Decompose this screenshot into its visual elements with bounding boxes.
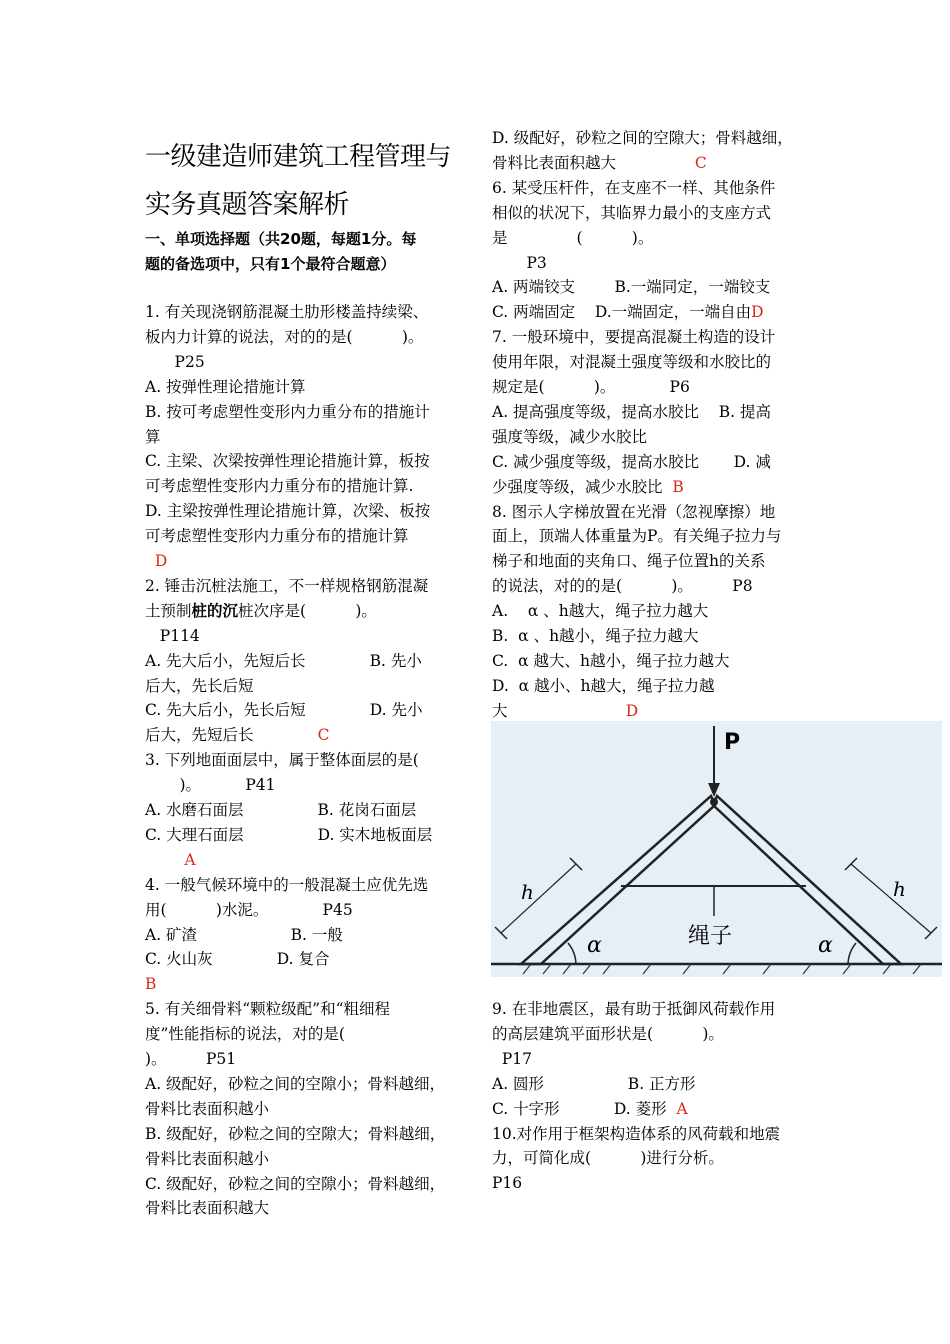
- text-line: [145, 476, 413, 496]
- text-line: [145, 1149, 269, 1169]
- section-heading-line-1: 一、单项选择题（共20题，每题1分。每: [145, 230, 417, 248]
- line-text: 8. 图示人字梯放置在光滑（忽视摩擦）地: [492, 502, 776, 521]
- text-line: [492, 1049, 532, 1069]
- line-text: A. 圆形 B. 正方形: [492, 1074, 696, 1093]
- text-line: [492, 551, 765, 571]
- text-line: [492, 128, 793, 148]
- line-text: C. 先大后小，先长后短 D. 先小: [145, 701, 423, 720]
- answer-mark: A: [676, 1099, 688, 1118]
- text-line: [145, 775, 276, 795]
- label-rope: 绳子: [688, 924, 733, 949]
- line-text: 后大，先长后短: [145, 676, 254, 695]
- line-text: A. 提高强度等级，提高水胶比 B. 提高: [492, 402, 772, 421]
- section-heading-line-2: 题的备选项中，只有1个最符合题意）: [145, 255, 396, 273]
- line-text: P3: [492, 253, 547, 272]
- line-text: 6. 某受压杆件，在支座不一样、其他条件: [492, 178, 776, 197]
- line-text: A. 水磨石面层 B. 花岗石面层: [145, 801, 417, 819]
- line-text: 面上，顶端人体重量为P。有关绳子拉力与: [492, 527, 782, 546]
- line-text: 可考虑塑性变形内力重分布的措施计算.: [145, 477, 414, 496]
- text-line: [492, 377, 690, 397]
- text-line: [492, 178, 775, 198]
- text-line: [145, 626, 200, 646]
- line-text: P17: [492, 1049, 533, 1068]
- text-line: [145, 700, 422, 720]
- line-text: 3. 下列地面面层中，属于整体面层的是(: [145, 751, 419, 770]
- text-line: [492, 999, 775, 1019]
- line-text: C. 主梁、次梁按弹性理论措施计算，板按: [145, 452, 430, 471]
- line-text: )。 P51: [145, 1050, 237, 1068]
- text-line: [145, 601, 377, 621]
- label-h-left: h: [521, 880, 534, 904]
- line-text: 规定是( )。 P6: [492, 378, 690, 396]
- text-line: [145, 651, 422, 671]
- line-text: A. 两端铰支 B.一端同定，一端铰支: [492, 278, 771, 297]
- label-P: P: [724, 730, 741, 755]
- text-line: [145, 875, 428, 895]
- text-line: [145, 750, 419, 770]
- line-text: C. 火山灰 D. 复合: [145, 950, 330, 969]
- text-line: [492, 302, 764, 322]
- line-text: 的说法，对的的是( )。 P8: [492, 577, 753, 596]
- answer-mark: B: [145, 975, 157, 994]
- line-text: 骨料比表面积越小: [145, 1149, 270, 1168]
- ladder-figure: [491, 721, 942, 977]
- text-line: [145, 576, 428, 596]
- line-text: 10.对作用于框架构造体系的风荷载和地震: [492, 1124, 781, 1143]
- line-text: 度”性能指标的说法，对的是(: [145, 1025, 345, 1044]
- text-line: [145, 949, 329, 969]
- line-text: C. 两端固定 D.一端固定，一端自由: [492, 303, 752, 322]
- text-line: [492, 352, 771, 372]
- line-text: A. α 、h越大，绳子拉力越大: [492, 602, 709, 621]
- text-line: [492, 1173, 522, 1193]
- line-text: C. 十字形 D. 菱形: [492, 1099, 667, 1118]
- text-line: [492, 651, 729, 671]
- label-alpha-left: α: [587, 933, 602, 958]
- text-line: [145, 1024, 345, 1044]
- line-text: C. α 越大、h越小，绳子拉力越大: [492, 651, 730, 670]
- text-line: [145, 1124, 445, 1144]
- answer-mark: B: [672, 477, 684, 496]
- line-text: )。 P41: [145, 776, 276, 795]
- text-line: [145, 402, 430, 422]
- answer-mark: D: [625, 701, 639, 720]
- text-line: [492, 327, 775, 347]
- line-text: 骨料比表面积越大: [492, 153, 617, 172]
- line-text: 相似的状况下，其临界力最小的支座方式: [492, 203, 772, 222]
- line-text: 2. 锤击沉桩法施工，不一样规格钢筋混凝: [145, 576, 429, 595]
- ladder-diagram: [491, 721, 942, 977]
- line-text: D. 级配好，砂粒之间的空隙大；骨料越细，: [492, 129, 793, 147]
- text-line: [145, 1099, 269, 1119]
- text-line: [492, 1024, 724, 1044]
- line-text: 1. 有关现浇钢筋混凝土肋形楼盖持续梁、: [145, 303, 429, 321]
- line-text: C. 减少强度等级，提高水胶比 D. 减: [492, 452, 771, 471]
- text-line: [492, 253, 547, 273]
- line-text: B. 级配好，砂粒之间的空隙大；骨料越细，: [145, 1124, 446, 1143]
- line-text: 后大，先短后长: [145, 726, 254, 745]
- text-line: [492, 1099, 688, 1119]
- line-text: C. 级配好，砂粒之间的空隙小；骨料越细，: [145, 1174, 446, 1193]
- label-h-right: h: [893, 877, 906, 901]
- text-line: [492, 601, 708, 621]
- answer-mark: D: [154, 552, 168, 570]
- text-line: [145, 352, 205, 372]
- line-text: B. 按可考虑塑性变形内力重分布的措施计: [145, 402, 430, 421]
- text-line: [492, 1074, 696, 1094]
- text-line: [145, 302, 428, 322]
- text-line: [145, 999, 390, 1019]
- line-text: 可考虑塑性变形内力重分布的措施计算: [145, 527, 409, 546]
- line-text: 5. 有关细骨料“颗粒级配”和“粗细程: [145, 1000, 390, 1019]
- text-line: [145, 825, 432, 845]
- text-line: [145, 850, 196, 870]
- line-text: 4. 一般气候环境中的一般混凝土应优先选: [145, 875, 429, 894]
- answer-mark: A: [184, 850, 196, 869]
- line-text: A. 按弹性理论措施计算: [145, 377, 306, 396]
- text-line: [145, 501, 430, 521]
- text-line: [145, 526, 409, 546]
- text-line: [145, 974, 156, 994]
- text-line: [145, 327, 423, 347]
- text-line: [492, 526, 781, 546]
- text-line: [145, 427, 161, 447]
- text-line: [145, 1198, 269, 1218]
- line-text: A. 矿渣 B. 一般: [145, 925, 343, 944]
- text-line: [492, 277, 770, 297]
- line-text: 骨料比表面积越大: [145, 1199, 270, 1218]
- text-line: [492, 452, 771, 472]
- text-line: [145, 451, 430, 471]
- text-line: [145, 551, 167, 571]
- line-text: 力，可简化成( )进行分析。: [492, 1149, 724, 1168]
- line-text: 板内力计算的说法，对的的是( )。: [145, 327, 424, 346]
- line-text: 是 ( )。: [492, 228, 654, 247]
- hinge-point: [710, 798, 718, 806]
- line-text: 骨料比表面积越小: [145, 1099, 270, 1118]
- answer-mark: D: [751, 303, 764, 322]
- line-text: 少强度等级，减少水胶比: [492, 477, 663, 496]
- line-text: A. 级配好，砂粒之间的空隙小；骨料越细，: [145, 1074, 446, 1093]
- line-text: 使用年限，对混凝土强度等级和水胶比的: [492, 353, 772, 372]
- label-alpha-right: α: [818, 933, 833, 958]
- text-line: [145, 900, 353, 920]
- text-line: [492, 153, 707, 173]
- answer-mark: C: [317, 726, 330, 745]
- line-text: 7. 一般环境中，要提高混凝土构造的设计: [492, 328, 776, 347]
- line-text: P114: [145, 626, 200, 645]
- text-line: [492, 701, 638, 721]
- line-text: 大: [492, 701, 508, 720]
- text-line: [145, 800, 416, 820]
- line-text: P25: [145, 352, 205, 371]
- line-text: D. 主梁按弹性理论措施计算，次梁、板按: [145, 502, 431, 521]
- line-text-cont: 桩次序是( )。: [238, 601, 377, 620]
- line-text: C. 大理石面层 D. 实木地板面层: [145, 825, 433, 844]
- text-line: [492, 1124, 780, 1144]
- line-text: 强度等级，减少水胶比: [492, 427, 648, 446]
- text-line: [492, 228, 653, 248]
- title-line-1: 一级建造师建筑工程管理与: [145, 142, 452, 172]
- text-line: [145, 925, 343, 945]
- text-line: [145, 725, 329, 745]
- line-text: 的高层建筑平面形状是( )。: [492, 1024, 724, 1043]
- line-text: 用( )水泥。 P45: [145, 900, 353, 919]
- text-line: [492, 402, 771, 422]
- line-text: 算: [145, 427, 161, 446]
- text-line: [145, 676, 254, 696]
- text-line: [145, 1174, 445, 1194]
- line-text: A. 先大后小，先短后长 B. 先小: [145, 651, 422, 670]
- text-line: [492, 502, 775, 522]
- text-line: [492, 427, 647, 447]
- text-line: [492, 576, 753, 596]
- line-text: D. α 越小、h越大，绳子拉力越: [492, 676, 715, 695]
- line-text: B. α 、h越小，绳子拉力越大: [492, 627, 699, 645]
- text-line: [492, 626, 699, 646]
- text-line: [492, 1148, 724, 1168]
- line-text: 9. 在非地震区，最有助于抵御风荷载作用: [492, 1000, 776, 1018]
- answer-mark: C: [694, 153, 707, 172]
- text-line: [145, 1049, 236, 1069]
- line-bold-text: 桩的沉: [191, 600, 239, 620]
- text-line: [145, 1074, 445, 1094]
- text-line: [492, 676, 715, 696]
- text-line: [145, 377, 306, 397]
- line-text: 梯子和地面的夹角口、绳子位置h的关系: [492, 552, 766, 571]
- text-line: [492, 477, 684, 497]
- line-text: P16: [492, 1174, 523, 1193]
- title-line-2: 实务真题答案解析: [145, 190, 350, 220]
- line-text: 土预制: [145, 601, 192, 620]
- text-line: [492, 203, 771, 223]
